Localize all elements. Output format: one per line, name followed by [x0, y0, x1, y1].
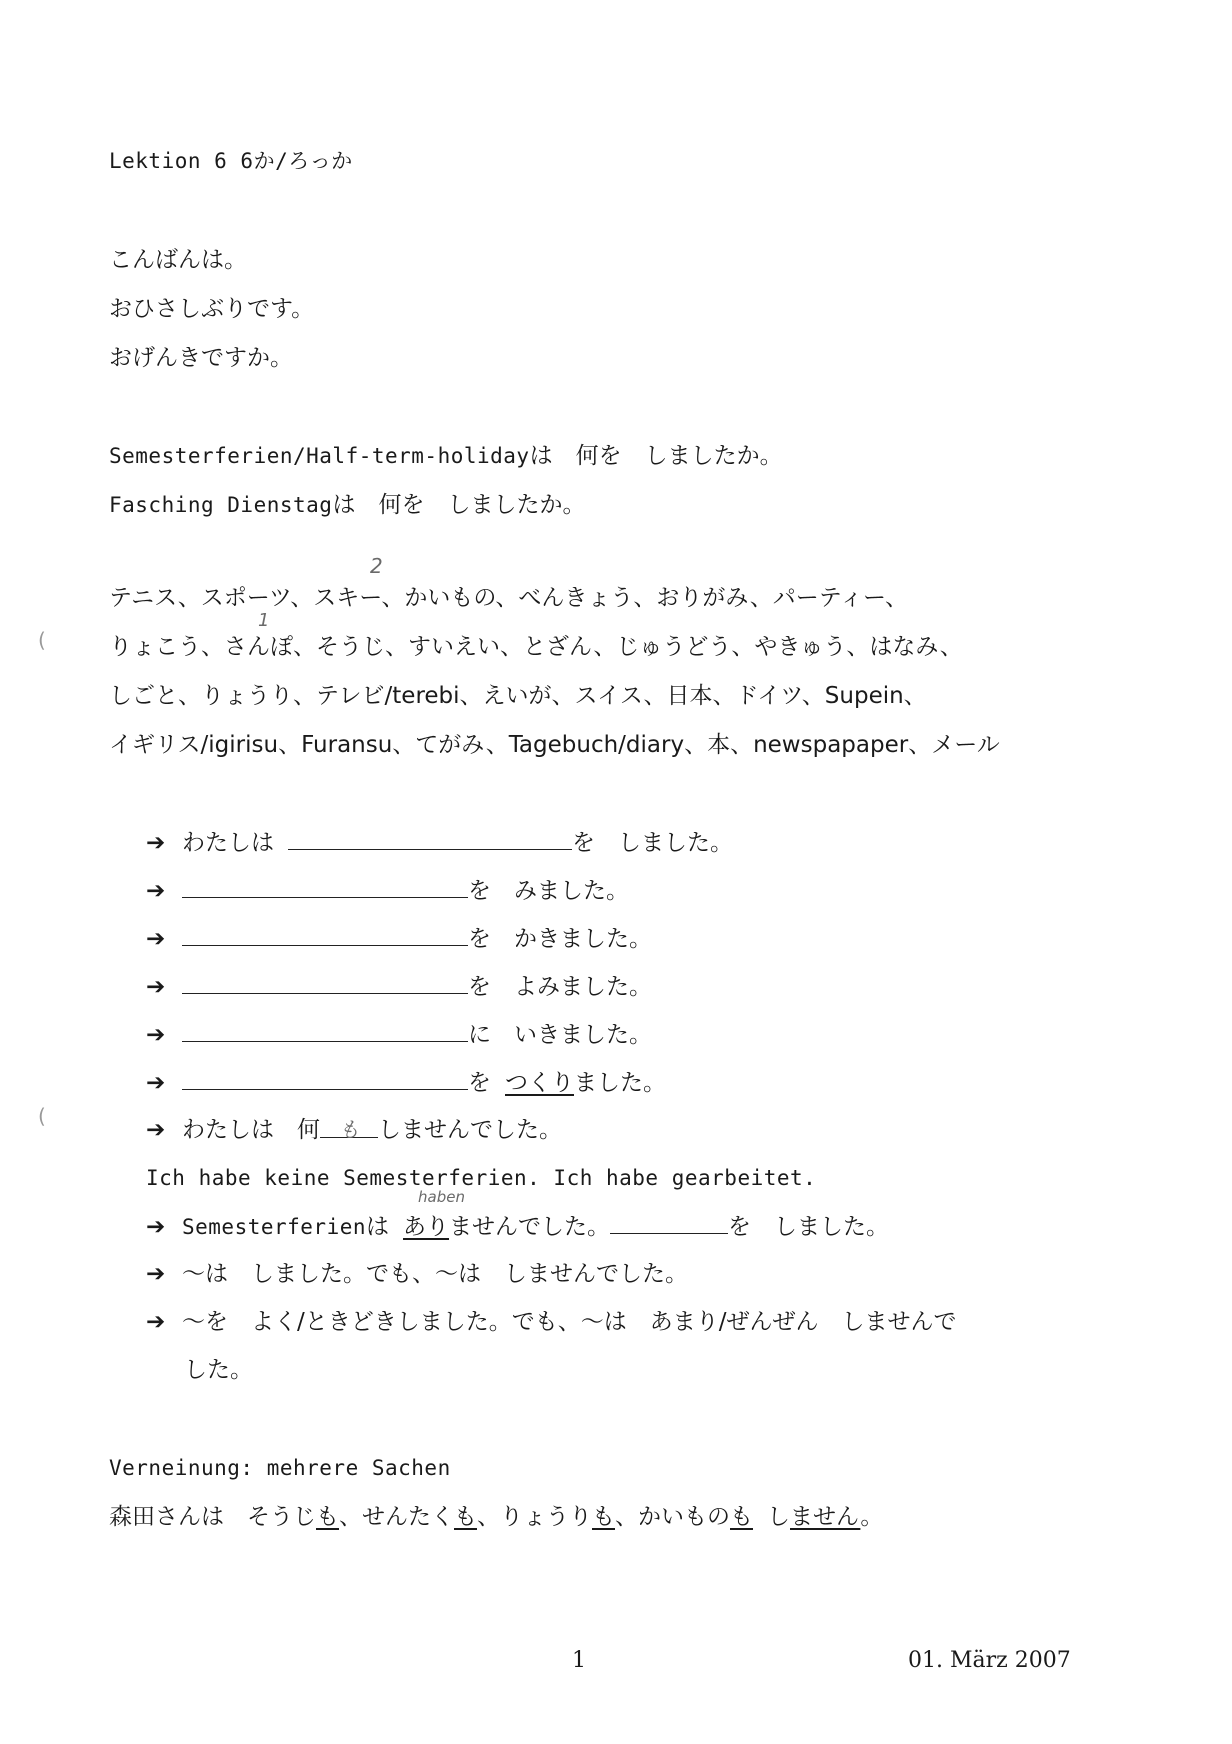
separator: 、	[477, 1504, 500, 1530]
exercise-8-mid: は	[366, 1214, 390, 1240]
negation-verb: ません	[790, 1504, 861, 1530]
exercise-8	[146, 1211, 889, 1242]
exercise-8-rest: ませんでした。	[449, 1214, 611, 1240]
exercise-1-post: を しました。	[572, 830, 733, 856]
particle-mo: も	[316, 1504, 339, 1530]
exercise-7	[146, 1115, 562, 1145]
exercise-2-text: を みました。	[468, 878, 629, 904]
exercise-4	[146, 971, 652, 1002]
exercise-6-end: ました。	[574, 1070, 666, 1096]
arrow-icon: ➔	[146, 974, 166, 1000]
arrow-icon: ➔	[146, 1070, 166, 1096]
exercise-6-verb: つくり	[505, 1070, 574, 1096]
greeting-1: こんばんは。	[109, 247, 247, 273]
margin-mark: (	[38, 1104, 46, 1128]
question-1	[109, 441, 783, 471]
question-2-rest: は 何を しましたか。	[332, 492, 586, 518]
answer-blank[interactable]	[182, 1019, 468, 1042]
answer-blank[interactable]	[182, 923, 468, 946]
greeting-2: おひさしぶりです。	[109, 296, 315, 322]
exercise-6-post: を	[468, 1070, 491, 1096]
exercise-8-verb: あり	[403, 1214, 450, 1240]
exercise-9	[146, 1259, 688, 1289]
exercise-10	[146, 1307, 957, 1337]
answer-blank[interactable]	[320, 1115, 378, 1142]
negation-label: Verneinung: mehrere Sachen	[109, 1456, 451, 1480]
exercise-7-pre: わたしは 何	[182, 1117, 320, 1143]
exercise-10-continued: した。	[184, 1357, 253, 1383]
exercise-8-end: を しました。	[728, 1214, 890, 1240]
question-2	[109, 490, 585, 520]
handwritten-note: haben	[418, 1188, 465, 1206]
exercise-4-text: を よみました。	[468, 974, 652, 1000]
exercise-8-subject: Semesterferien	[182, 1215, 367, 1239]
arrow-icon: ➔	[146, 1261, 166, 1287]
separator: 、	[615, 1504, 638, 1530]
arrow-icon: ➔	[146, 1214, 166, 1240]
answer-blank[interactable]	[182, 971, 468, 994]
negation-item: りょうり	[500, 1504, 592, 1530]
negation-item: せんたく	[362, 1504, 454, 1530]
negation-verb-pre: し	[767, 1504, 790, 1530]
arrow-icon: ➔	[146, 1022, 166, 1048]
arrow-icon: ➔	[146, 1309, 166, 1335]
exercise-6	[146, 1067, 666, 1098]
question-2-subject: Fasching Dienstag	[109, 493, 333, 517]
lesson-title: Lektion 6 6か/ろっか	[109, 149, 353, 173]
particle-mo: も	[454, 1504, 477, 1530]
greeting-3: おげんきですか。	[109, 345, 293, 371]
page-number: 1	[572, 1648, 586, 1673]
exercise-3	[146, 923, 652, 954]
handwritten-number-2: 2	[370, 554, 383, 578]
answer-blank[interactable]	[182, 875, 468, 898]
negation-example	[109, 1502, 883, 1532]
exercise-1-pre: わたしは	[182, 830, 274, 856]
vocab-line-1: テニス、スポーツ、スキー、かいもの、べんきょう、おりがみ、パーティー、	[109, 585, 909, 611]
answer-blank[interactable]	[182, 1067, 468, 1090]
exercise-1	[146, 827, 733, 858]
answer-blank[interactable]	[288, 827, 572, 850]
negation-subject: 森田さんは	[109, 1504, 247, 1530]
arrow-icon: ➔	[146, 1117, 166, 1143]
vocab-line-2: りょこう、さんぽ、そうじ、すいえい、とざん、じゅうどう、やきゅう、はなみ、	[109, 634, 963, 660]
exercise-2	[146, 875, 629, 906]
vocab-line-4: イギリス/igirisu、Furansu、てがみ、Tagebuch/diary、本、newspapaper、メール	[109, 732, 1000, 758]
negation-end: 。	[860, 1504, 884, 1530]
negation-item: かいもの	[638, 1504, 730, 1530]
particle-mo: も	[592, 1504, 615, 1530]
exercise-5	[146, 1019, 652, 1050]
margin-mark: (	[38, 628, 46, 652]
arrow-icon: ➔	[146, 830, 166, 856]
question-1-subject: Semesterferien/Half-term-holiday	[109, 444, 530, 468]
exercise-9-text: ～は しました。でも、～は しませんでした。	[182, 1261, 688, 1287]
answer-blank[interactable]	[610, 1211, 728, 1234]
exercise-3-text: を かきました。	[468, 926, 652, 952]
particle-mo: も	[730, 1504, 753, 1530]
handwritten-number-1: 1	[258, 610, 270, 631]
arrow-icon: ➔	[146, 926, 166, 952]
exercise-10-text: ～を よく/ときどきしました。でも、～は あまり/ぜんぜん しませんで	[182, 1309, 957, 1335]
exercise-7-post: しませんでした。	[378, 1117, 562, 1143]
vocab-line-3: しごと、りょうり、テレビ/terebi、えいが、スイス、日本、ドイツ、Supein、	[109, 683, 927, 709]
footer-date: 01. März 2007	[908, 1648, 1071, 1673]
question-1-rest: は 何を しましたか。	[529, 443, 783, 469]
arrow-icon: ➔	[146, 878, 166, 904]
handwritten-answer: も	[338, 1118, 360, 1142]
separator: 、	[339, 1504, 362, 1530]
exercise-5-text: に いきました。	[468, 1022, 652, 1048]
negation-item: そうじ	[247, 1504, 316, 1530]
german-note: Ich habe keine Semesterferien. Ich habe gearbeitet.	[146, 1166, 817, 1190]
